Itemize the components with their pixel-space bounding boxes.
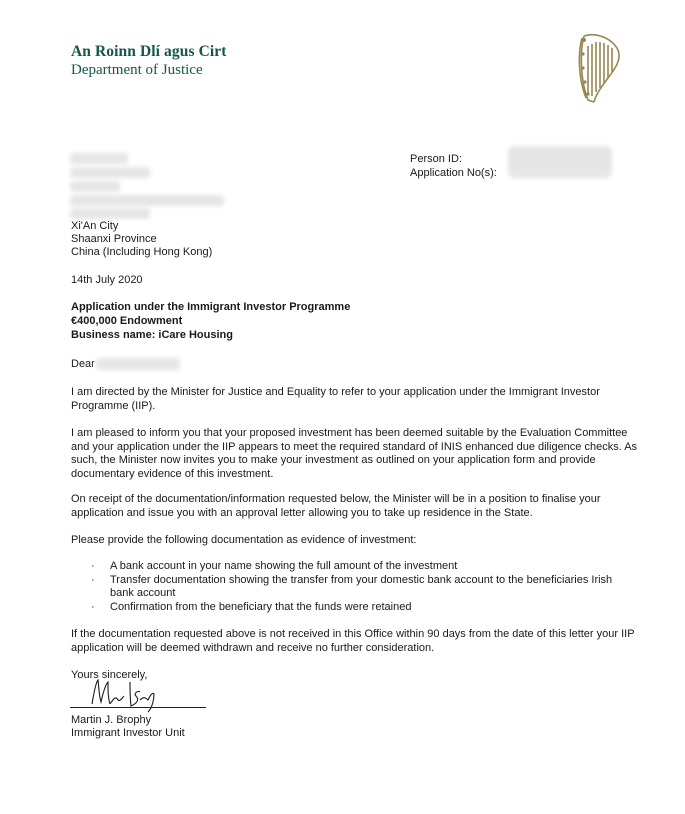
list-item-text: A bank account in your name showing the full amount of the investment [110,560,458,572]
redacted-address-line [70,208,150,219]
signature-line [70,707,206,708]
list-item [88,560,628,574]
documentation-list [88,560,628,614]
department-name-irish: An Roinn Dlí agus Cirt [71,43,227,60]
address-city: Xi'An City [71,220,119,232]
salutation: Dear [71,358,95,370]
address-province: Shaanxi Province [71,233,157,245]
body-paragraph-2: I am pleased to inform you that your proposed investment has been deemed suitable by the Evaluation Committee and your application under the IIP appears to meet the required standard of INIS enhanced due diligence checks. As such, the Minister now invites you to make your investment as outlined on your application form and provide documentary evidence of this investment. [71,427,638,480]
bullet-marker: · [91,573,95,586]
person-id-label: Person ID: [410,153,462,165]
sign-off: Yours sincerely, [71,669,148,681]
bullet-marker: · [91,600,95,613]
redacted-address-line [70,181,120,192]
subject-line-endowment: €400,000 Endowment [71,315,183,327]
list-item [88,574,628,601]
harp-crest-icon [574,30,624,106]
department-header [71,42,227,80]
subject-line-business: Business name: iCare Housing [71,329,233,341]
redacted-name [70,153,128,164]
address-country: China (Including Hong Kong) [71,246,213,258]
body-paragraph-4: Please provide the following documentation as evidence of investment: [71,534,417,546]
handwritten-signature [86,674,166,714]
list-item-text: Transfer documentation showing the transfer from your domestic bank account to the beneficiaries Irish bank account [110,573,613,599]
letter-date: 14th July 2020 [71,274,143,286]
department-name-english: Department of Justice [71,62,203,78]
redacted-address-line [70,167,150,178]
list-item [88,601,628,615]
subject-line-programme: Application under the Immigrant Investor Programme [71,301,351,313]
body-paragraph-5: If the documentation requested above is not received in this Office within 90 days from the date of this letter your IIP application will be deemed withdrawn and receive no further consideration. [71,628,635,654]
redacted-recipient-name [96,358,180,370]
list-item-text: Confirmation from the beneficiary that the funds were retained [110,600,412,613]
redacted-person-id [508,146,612,178]
redacted-address-line [70,195,224,206]
signatory-name: Martin J. Brophy [71,714,152,726]
application-number-label: Application No(s): [410,167,497,179]
body-paragraph-3: On receipt of the documentation/information requested below, the Minister will be in a position to finalise your application and issue you with an approval letter allowing you to take up residence in the State. [71,493,601,519]
bullet-marker: · [91,560,95,572]
signatory-unit: Immigrant Investor Unit [71,727,185,739]
body-paragraph-1: I am directed by the Minister for Justice and Equality to refer to your application under the Immigrant Investor Programme (IIP). [71,386,600,412]
